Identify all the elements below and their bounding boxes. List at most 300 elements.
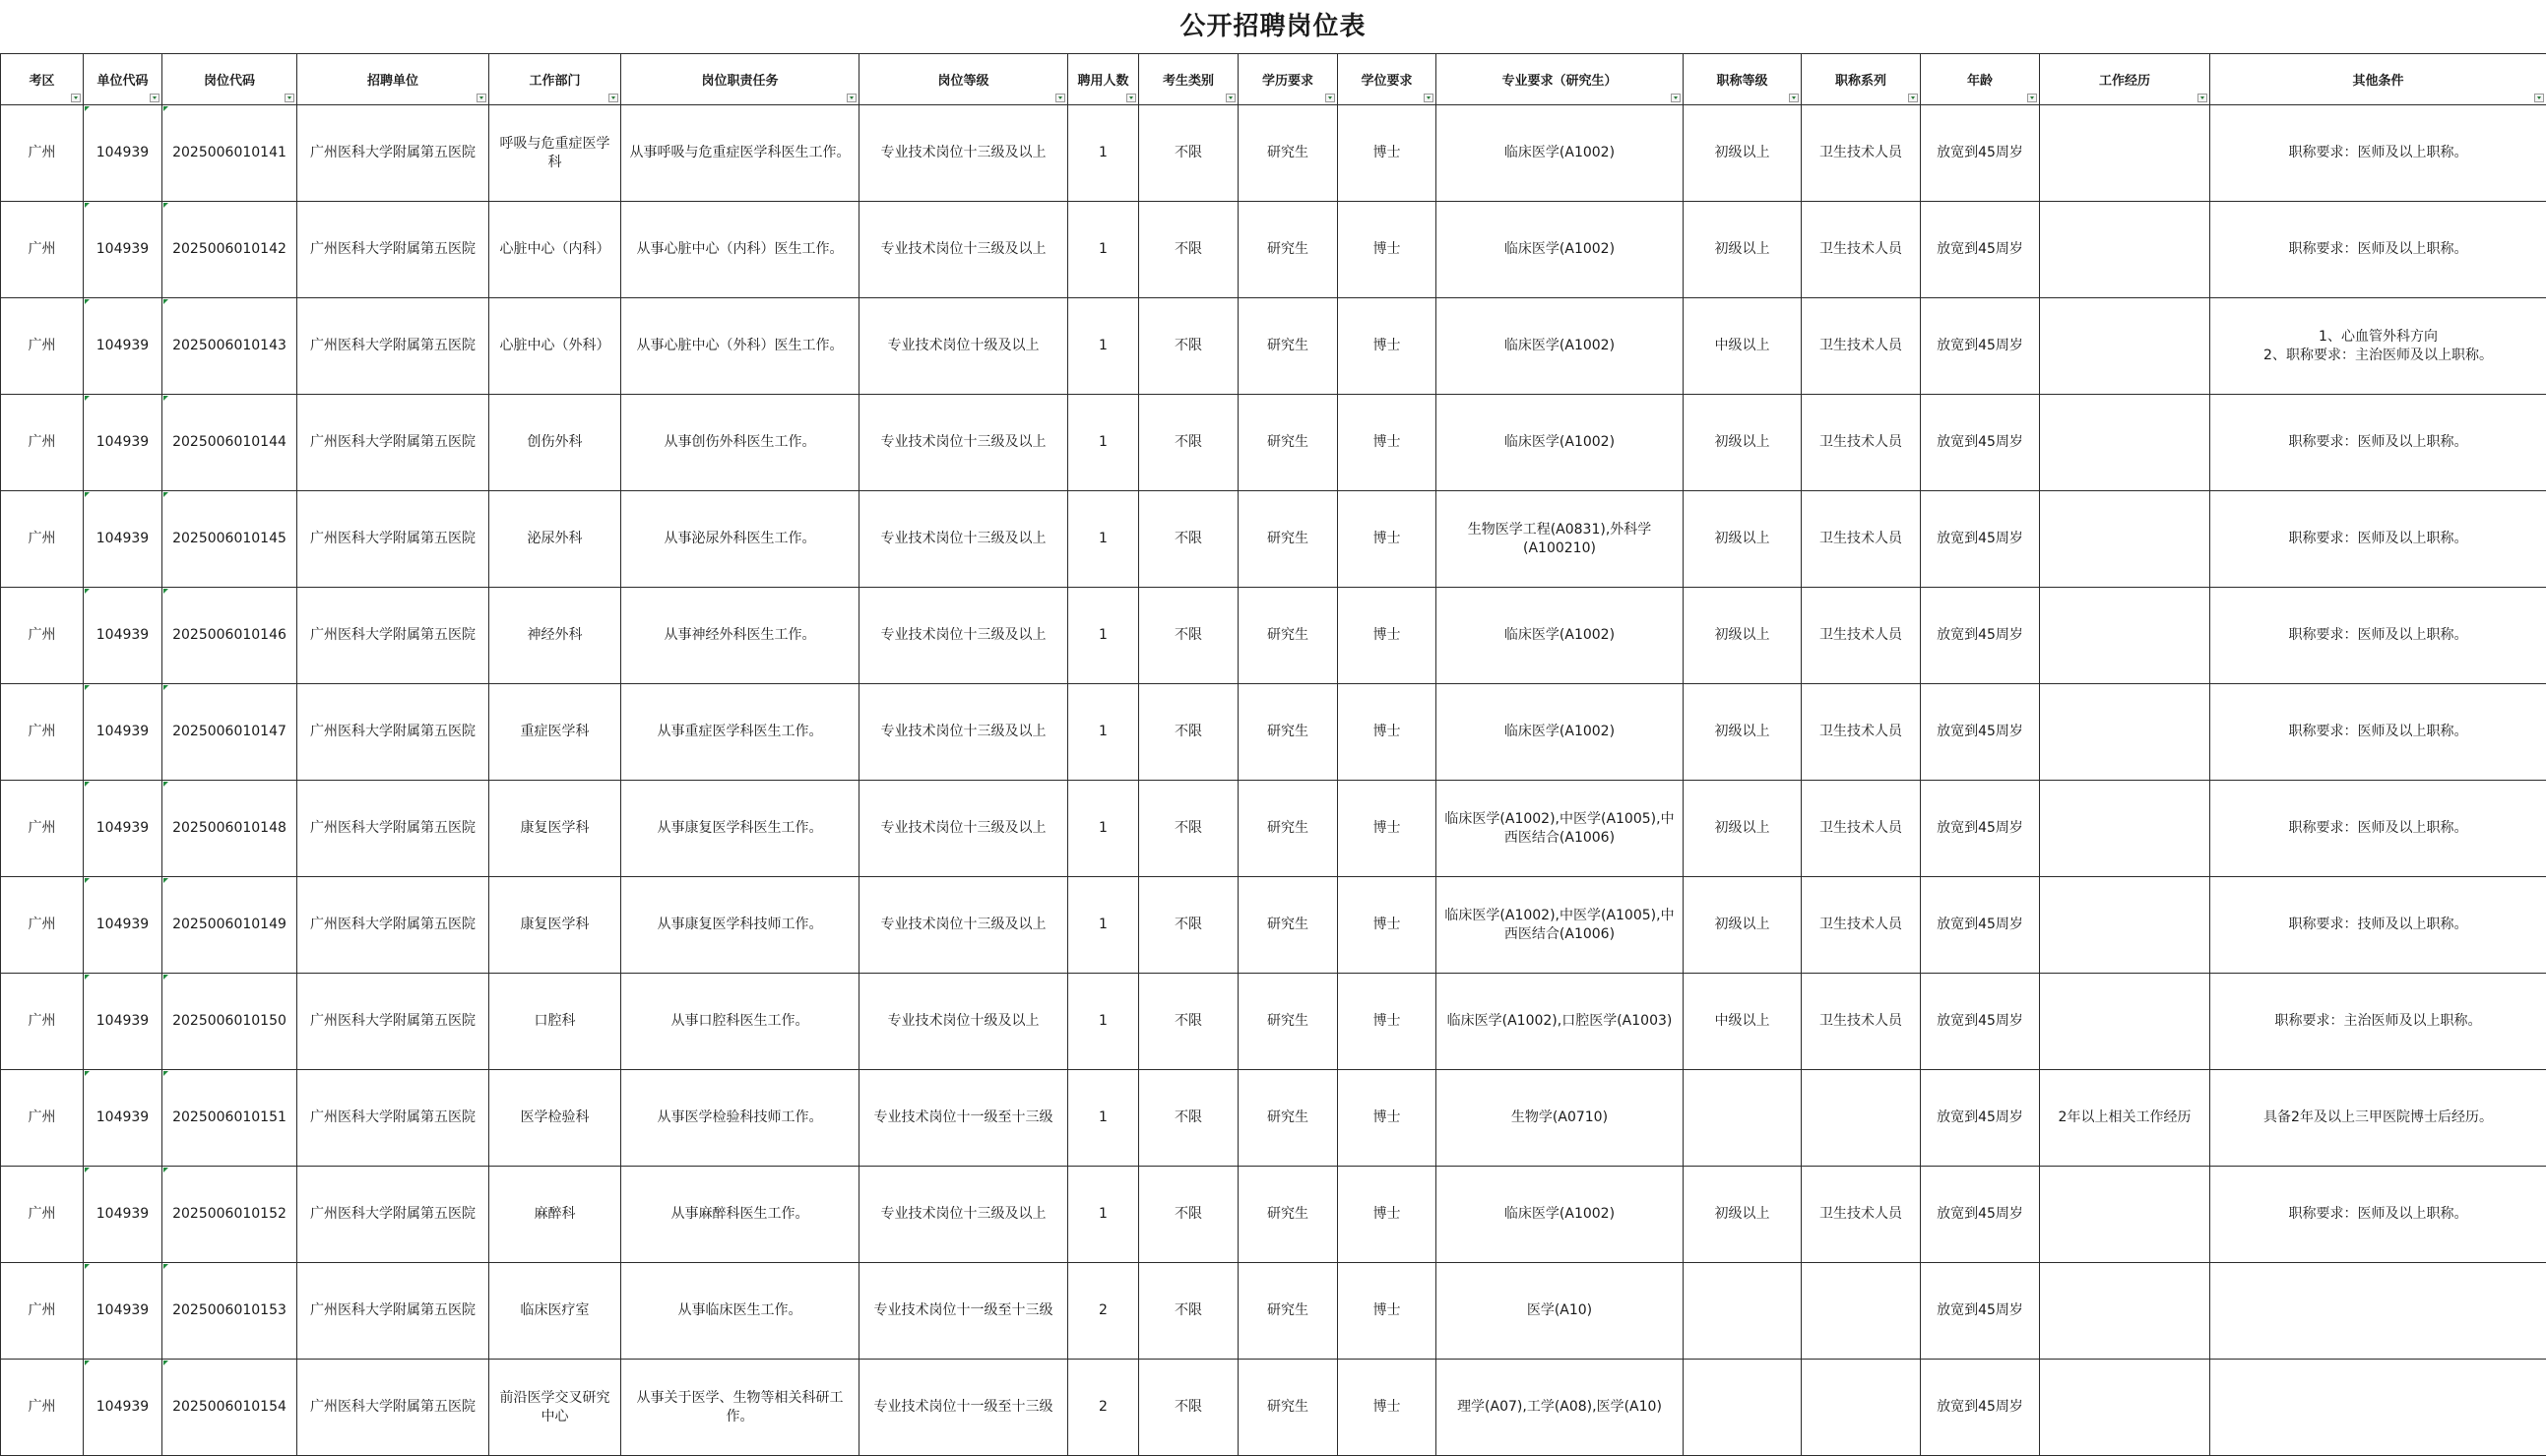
filter-dropdown-icon[interactable] [1325,94,1335,102]
cell-degree[interactable]: 博士 [1338,298,1436,395]
cell-degree[interactable]: 博士 [1338,781,1436,877]
cell-headcount[interactable]: 1 [1068,105,1139,202]
cell-education[interactable]: 研究生 [1239,202,1338,298]
cell-unit-code[interactable]: 104939 [84,298,162,395]
cell-age[interactable]: 放宽到45周岁 [1921,491,2040,588]
cell-district[interactable]: 广州 [1,588,84,684]
number-as-text-indicator [85,975,90,980]
cell-title-level[interactable]: 中级以上 [1684,974,1802,1070]
cell-position-code[interactable]: 2025006010154 [162,1360,297,1456]
cell-unit-code[interactable]: 104939 [84,202,162,298]
column-header-label: 职称系列 [1834,74,1886,89]
cell-candidate-type[interactable]: 不限 [1139,974,1239,1070]
cell-work-experience[interactable] [2040,588,2210,684]
number-as-text-indicator [85,299,90,304]
cell-major[interactable]: 临床医学(A1002) [1436,298,1684,395]
cell-headcount[interactable]: 1 [1068,395,1139,491]
cell-duties[interactable]: 从事重症医学科医生工作。 [621,684,859,781]
cell-department[interactable]: 心脏中心（外科） [489,298,621,395]
cell-position-code[interactable]: 2025006010146 [162,588,297,684]
cell-unit-code[interactable]: 104939 [84,588,162,684]
cell-age[interactable]: 放宽到45周岁 [1921,1070,2040,1167]
number-as-text-indicator [85,1071,90,1076]
cell-other-conditions[interactable]: 职称要求：主治医师及以上职称。 [2210,974,2546,1070]
number-as-text-indicator [163,492,168,497]
column-header-title-level [1684,54,1802,105]
cell-candidate-type[interactable]: 不限 [1139,491,1239,588]
cell-work-experience[interactable] [2040,1360,2210,1456]
cell-duties[interactable]: 从事神经外科医生工作。 [621,588,859,684]
cell-title-level[interactable]: 中级以上 [1684,298,1802,395]
cell-education[interactable]: 研究生 [1239,974,1338,1070]
cell-candidate-type[interactable]: 不限 [1139,395,1239,491]
cell-department[interactable]: 康复医学科 [489,781,621,877]
cell-education[interactable]: 研究生 [1239,781,1338,877]
cell-unit-code[interactable]: 104939 [84,781,162,877]
cell-education[interactable]: 研究生 [1239,877,1338,974]
cell-candidate-type[interactable]: 不限 [1139,1167,1239,1263]
filter-dropdown-icon[interactable] [1424,94,1433,102]
cell-title-level[interactable] [1684,1263,1802,1360]
cell-headcount[interactable]: 2 [1068,1360,1139,1456]
table-row [1,684,2546,781]
filter-dropdown-icon[interactable] [608,94,618,102]
cell-other-conditions[interactable] [2210,1360,2546,1456]
cell-employer[interactable]: 广州医科大学附属第五医院 [297,781,489,877]
filter-dropdown-icon[interactable] [2197,94,2207,102]
cell-employer[interactable]: 广州医科大学附属第五医院 [297,684,489,781]
cell-title-level[interactable]: 初级以上 [1684,684,1802,781]
cell-age[interactable]: 放宽到45周岁 [1921,588,2040,684]
cell-title-series[interactable] [1802,1070,1921,1167]
cell-headcount[interactable]: 1 [1068,1167,1139,1263]
cell-headcount[interactable]: 1 [1068,588,1139,684]
cell-district[interactable]: 广州 [1,781,84,877]
cell-department[interactable]: 重症医学科 [489,684,621,781]
cell-age[interactable]: 放宽到45周岁 [1921,684,2040,781]
cell-title-level[interactable]: 初级以上 [1684,877,1802,974]
column-header-label: 岗位等级 [937,74,989,89]
cell-position-code[interactable]: 2025006010141 [162,105,297,202]
cell-degree[interactable]: 博士 [1338,1263,1436,1360]
cell-age[interactable]: 放宽到45周岁 [1921,974,2040,1070]
cell-age[interactable]: 放宽到45周岁 [1921,781,2040,877]
cell-district[interactable]: 广州 [1,202,84,298]
column-header-title-series [1802,54,1921,105]
cell-position-level[interactable]: 专业技术岗位十三级及以上 [859,877,1068,974]
cell-duties[interactable]: 从事临床医生工作。 [621,1263,859,1360]
cell-major[interactable]: 临床医学(A1002) [1436,588,1684,684]
cell-title-series[interactable]: 卫生技术人员 [1802,877,1921,974]
column-header-position-level [859,54,1068,105]
cell-position-level[interactable]: 专业技术岗位十三级及以上 [859,491,1068,588]
cell-department[interactable]: 创伤外科 [489,395,621,491]
cell-headcount[interactable]: 1 [1068,202,1139,298]
cell-unit-code[interactable]: 104939 [84,1167,162,1263]
cell-headcount[interactable]: 1 [1068,491,1139,588]
cell-duties[interactable]: 从事心脏中心（外科）医生工作。 [621,298,859,395]
cell-degree[interactable]: 博士 [1338,491,1436,588]
filter-dropdown-icon[interactable] [477,94,486,102]
cell-district[interactable]: 广州 [1,974,84,1070]
cell-education[interactable]: 研究生 [1239,1070,1338,1167]
cell-headcount[interactable]: 1 [1068,974,1139,1070]
cell-duties[interactable]: 从事麻醉科医生工作。 [621,1167,859,1263]
cell-other-conditions[interactable]: 职称要求：医师及以上职称。 [2210,105,2546,202]
cell-major[interactable]: 临床医学(A1002) [1436,684,1684,781]
cell-position-level[interactable]: 专业技术岗位十三级及以上 [859,781,1068,877]
cell-title-series[interactable]: 卫生技术人员 [1802,684,1921,781]
cell-title-level[interactable] [1684,1070,1802,1167]
column-header-headcount [1068,54,1139,105]
cell-degree[interactable]: 博士 [1338,1070,1436,1167]
cell-degree[interactable]: 博士 [1338,395,1436,491]
cell-position-code[interactable]: 2025006010153 [162,1263,297,1360]
table-row [1,298,2546,395]
cell-title-level[interactable]: 初级以上 [1684,1167,1802,1263]
cell-employer[interactable]: 广州医科大学附属第五医院 [297,974,489,1070]
cell-position-level[interactable]: 专业技术岗位十三级及以上 [859,1167,1068,1263]
cell-employer[interactable]: 广州医科大学附属第五医院 [297,395,489,491]
cell-major[interactable]: 临床医学(A1002) [1436,395,1684,491]
cell-candidate-type[interactable]: 不限 [1139,1360,1239,1456]
cell-title-level[interactable]: 初级以上 [1684,781,1802,877]
cell-major[interactable]: 生物学(A0710) [1436,1070,1684,1167]
cell-work-experience[interactable] [2040,202,2210,298]
cell-district[interactable]: 广州 [1,1070,84,1167]
cell-work-experience[interactable] [2040,781,2210,877]
column-header-degree [1338,54,1436,105]
column-header-label: 职称等级 [1716,74,1768,89]
cell-employer[interactable]: 广州医科大学附属第五医院 [297,1070,489,1167]
column-header-education [1239,54,1338,105]
cell-unit-code[interactable]: 104939 [84,491,162,588]
cell-candidate-type[interactable]: 不限 [1139,105,1239,202]
column-header-district [1,54,84,105]
filter-dropdown-icon[interactable] [71,94,81,102]
number-as-text-indicator [85,203,90,208]
cell-department[interactable]: 泌尿外科 [489,491,621,588]
number-as-text-indicator [163,589,168,594]
cell-age[interactable]: 放宽到45周岁 [1921,105,2040,202]
cell-work-experience[interactable] [2040,491,2210,588]
column-header-unit-code [84,54,162,105]
cell-title-series[interactable]: 卫生技术人员 [1802,298,1921,395]
cell-title-series[interactable]: 卫生技术人员 [1802,105,1921,202]
cell-education[interactable]: 研究生 [1239,1263,1338,1360]
cell-title-series[interactable] [1802,1360,1921,1456]
cell-degree[interactable]: 博士 [1338,877,1436,974]
cell-work-experience[interactable] [2040,298,2210,395]
cell-candidate-type[interactable]: 不限 [1139,1263,1239,1360]
cell-education[interactable]: 研究生 [1239,684,1338,781]
number-as-text-indicator [85,1264,90,1269]
filter-dropdown-icon[interactable] [1226,94,1236,102]
cell-duties[interactable]: 从事康复医学科医生工作。 [621,781,859,877]
cell-title-level[interactable] [1684,1360,1802,1456]
cell-unit-code[interactable]: 104939 [84,395,162,491]
cell-position-code[interactable]: 2025006010147 [162,684,297,781]
cell-position-level[interactable]: 专业技术岗位十一级至十三级 [859,1070,1068,1167]
column-header-label: 考生类别 [1162,74,1214,89]
cell-degree[interactable]: 博士 [1338,1167,1436,1263]
cell-district[interactable]: 广州 [1,105,84,202]
cell-title-series[interactable]: 卫生技术人员 [1802,491,1921,588]
cell-employer[interactable]: 广州医科大学附属第五医院 [297,1360,489,1456]
filter-dropdown-icon[interactable] [1789,94,1799,102]
cell-position-level[interactable]: 专业技术岗位十三级及以上 [859,588,1068,684]
cell-duties[interactable]: 从事口腔科医生工作。 [621,974,859,1070]
cell-district[interactable]: 广州 [1,298,84,395]
cell-department[interactable]: 口腔科 [489,974,621,1070]
cell-position-level[interactable]: 专业技术岗位十三级及以上 [859,684,1068,781]
cell-other-conditions[interactable]: 职称要求：医师及以上职称。 [2210,684,2546,781]
cell-department[interactable]: 前沿医学交叉研究中心 [489,1360,621,1456]
cell-headcount[interactable]: 1 [1068,781,1139,877]
cell-employer[interactable]: 广州医科大学附属第五医院 [297,1263,489,1360]
column-header-label: 工作部门 [529,74,581,89]
cell-degree[interactable]: 博士 [1338,1360,1436,1456]
cell-department[interactable]: 临床医疗室 [489,1263,621,1360]
cell-title-series[interactable]: 卫生技术人员 [1802,395,1921,491]
cell-title-series[interactable]: 卫生技术人员 [1802,202,1921,298]
cell-education[interactable]: 研究生 [1239,395,1338,491]
cell-position-code[interactable]: 2025006010145 [162,491,297,588]
cell-work-experience[interactable] [2040,877,2210,974]
cell-headcount[interactable]: 2 [1068,1263,1139,1360]
cell-work-experience[interactable] [2040,1167,2210,1263]
cell-other-conditions[interactable]: 职称要求：医师及以上职称。 [2210,202,2546,298]
cell-other-conditions[interactable]: 职称要求：医师及以上职称。 [2210,1167,2546,1263]
cell-employer[interactable]: 广州医科大学附属第五医院 [297,491,489,588]
column-header-major [1436,54,1684,105]
cell-major[interactable]: 理学(A07),工学(A08),医学(A10) [1436,1360,1684,1456]
table-row [1,395,2546,491]
cell-major[interactable]: 临床医学(A1002),中医学(A1005),中西医结合(A1006) [1436,877,1684,974]
number-as-text-indicator [85,589,90,594]
cell-duties[interactable]: 从事泌尿外科医生工作。 [621,491,859,588]
cell-candidate-type[interactable]: 不限 [1139,298,1239,395]
cell-position-code[interactable]: 2025006010149 [162,877,297,974]
cell-age[interactable]: 放宽到45周岁 [1921,202,2040,298]
cell-headcount[interactable]: 1 [1068,684,1139,781]
cell-major[interactable]: 临床医学(A1002),口腔医学(A1003) [1436,974,1684,1070]
cell-title-series[interactable]: 卫生技术人员 [1802,781,1921,877]
cell-age[interactable]: 放宽到45周岁 [1921,1167,2040,1263]
cell-position-code[interactable]: 2025006010151 [162,1070,297,1167]
cell-age[interactable]: 放宽到45周岁 [1921,395,2040,491]
cell-title-level[interactable]: 初级以上 [1684,588,1802,684]
cell-department[interactable]: 麻醉科 [489,1167,621,1263]
column-header-position-code [162,54,297,105]
cell-position-code[interactable]: 2025006010143 [162,298,297,395]
cell-degree[interactable]: 博士 [1338,588,1436,684]
cell-title-series[interactable]: 卫生技术人员 [1802,588,1921,684]
cell-department[interactable]: 呼吸与危重症医学科 [489,105,621,202]
cell-degree[interactable]: 博士 [1338,684,1436,781]
cell-position-code[interactable]: 2025006010144 [162,395,297,491]
cell-unit-code[interactable]: 104939 [84,1263,162,1360]
cell-work-experience[interactable]: 2年以上相关工作经历 [2040,1070,2210,1167]
cell-other-conditions[interactable]: 具备2年及以上三甲医院博士后经历。 [2210,1070,2546,1167]
cell-position-level[interactable]: 专业技术岗位十级及以上 [859,298,1068,395]
cell-district[interactable]: 广州 [1,491,84,588]
cell-position-level[interactable]: 专业技术岗位十一级至十三级 [859,1263,1068,1360]
cell-position-code[interactable]: 2025006010150 [162,974,297,1070]
cell-candidate-type[interactable]: 不限 [1139,684,1239,781]
cell-candidate-type[interactable]: 不限 [1139,781,1239,877]
cell-district[interactable]: 广州 [1,1360,84,1456]
cell-other-conditions[interactable]: 职称要求：医师及以上职称。 [2210,491,2546,588]
column-header-label: 岗位代码 [203,74,255,89]
cell-title-series[interactable]: 卫生技术人员 [1802,1167,1921,1263]
cell-age[interactable]: 放宽到45周岁 [1921,877,2040,974]
cell-employer[interactable]: 广州医科大学附属第五医院 [297,105,489,202]
cell-department[interactable]: 医学检验科 [489,1070,621,1167]
cell-employer[interactable]: 广州医科大学附属第五医院 [297,298,489,395]
cell-department[interactable]: 康复医学科 [489,877,621,974]
filter-dropdown-icon[interactable] [2534,94,2544,102]
cell-district[interactable]: 广州 [1,684,84,781]
cell-education[interactable]: 研究生 [1239,1167,1338,1263]
cell-district[interactable]: 广州 [1,1167,84,1263]
cell-position-code[interactable]: 2025006010148 [162,781,297,877]
filter-dropdown-icon[interactable] [1126,94,1136,102]
cell-other-conditions[interactable]: 职称要求：医师及以上职称。 [2210,588,2546,684]
column-header-label: 单位代码 [96,74,149,89]
column-header-label: 学位要求 [1361,74,1413,89]
cell-headcount[interactable]: 1 [1068,1070,1139,1167]
cell-major[interactable]: 生物医学工程(A0831),外科学(A100210) [1436,491,1684,588]
cell-duties[interactable]: 从事关于医学、生物等相关科研工作。 [621,1360,859,1456]
cell-major[interactable]: 临床医学(A1002),中医学(A1005),中西医结合(A1006) [1436,781,1684,877]
cell-education[interactable]: 研究生 [1239,491,1338,588]
cell-unit-code[interactable]: 104939 [84,105,162,202]
table-row [1,1070,2546,1167]
cell-headcount[interactable]: 1 [1068,298,1139,395]
cell-position-code[interactable]: 2025006010152 [162,1167,297,1263]
table-row [1,877,2546,974]
cell-candidate-type[interactable]: 不限 [1139,1070,1239,1167]
cell-duties[interactable]: 从事呼吸与危重症医学科医生工作。 [621,105,859,202]
cell-degree[interactable]: 博士 [1338,202,1436,298]
cell-other-conditions[interactable]: 职称要求：医师及以上职称。 [2210,781,2546,877]
cell-education[interactable]: 研究生 [1239,105,1338,202]
cell-title-level[interactable]: 初级以上 [1684,395,1802,491]
filter-dropdown-icon[interactable] [847,94,857,102]
cell-employer[interactable]: 广州医科大学附属第五医院 [297,877,489,974]
cell-district[interactable]: 广州 [1,395,84,491]
cell-age[interactable]: 放宽到45周岁 [1921,1360,2040,1456]
column-header-label: 工作经历 [2098,74,2150,89]
number-as-text-indicator [163,1264,168,1269]
filter-dropdown-icon[interactable] [1908,94,1918,102]
cell-position-level[interactable]: 专业技术岗位十三级及以上 [859,395,1068,491]
cell-district[interactable]: 广州 [1,877,84,974]
cell-education[interactable]: 研究生 [1239,588,1338,684]
cell-title-series[interactable]: 卫生技术人员 [1802,974,1921,1070]
cell-unit-code[interactable]: 104939 [84,1360,162,1456]
cell-position-level[interactable]: 专业技术岗位十三级及以上 [859,105,1068,202]
cell-headcount[interactable]: 1 [1068,877,1139,974]
cell-education[interactable]: 研究生 [1239,1360,1338,1456]
cell-employer[interactable]: 广州医科大学附属第五医院 [297,588,489,684]
filter-dropdown-icon[interactable] [150,94,159,102]
cell-candidate-type[interactable]: 不限 [1139,588,1239,684]
cell-employer[interactable]: 广州医科大学附属第五医院 [297,1167,489,1263]
cell-age[interactable]: 放宽到45周岁 [1921,298,2040,395]
cell-title-level[interactable]: 初级以上 [1684,202,1802,298]
positions-table [0,53,2546,1456]
cell-major[interactable]: 临床医学(A1002) [1436,1167,1684,1263]
filter-dropdown-icon[interactable] [1671,94,1681,102]
cell-district[interactable]: 广州 [1,1263,84,1360]
cell-other-conditions[interactable] [2210,1263,2546,1360]
cell-duties[interactable]: 从事心脏中心（内科）医生工作。 [621,202,859,298]
cell-major[interactable]: 临床医学(A1002) [1436,105,1684,202]
cell-candidate-type[interactable]: 不限 [1139,877,1239,974]
cell-unit-code[interactable]: 104939 [84,1070,162,1167]
column-header-candidate-type [1139,54,1239,105]
table-row [1,491,2546,588]
number-as-text-indicator [163,1168,168,1172]
cell-unit-code[interactable]: 104939 [84,877,162,974]
cell-position-code[interactable]: 2025006010142 [162,202,297,298]
cell-other-conditions[interactable]: 职称要求：医师及以上职称。 [2210,395,2546,491]
number-as-text-indicator [85,396,90,401]
cell-title-series[interactable] [1802,1263,1921,1360]
number-as-text-indicator [85,492,90,497]
cell-department[interactable]: 心脏中心（内科） [489,202,621,298]
cell-title-level[interactable]: 初级以上 [1684,105,1802,202]
cell-other-conditions[interactable]: 职称要求：技师及以上职称。 [2210,877,2546,974]
cell-title-level[interactable]: 初级以上 [1684,491,1802,588]
column-header-label: 聘用人数 [1077,74,1129,89]
cell-age[interactable]: 放宽到45周岁 [1921,1263,2040,1360]
cell-department[interactable]: 神经外科 [489,588,621,684]
cell-work-experience[interactable] [2040,395,2210,491]
filter-dropdown-icon[interactable] [1055,94,1065,102]
cell-unit-code[interactable]: 104939 [84,974,162,1070]
table-body [1,105,2546,1456]
cell-candidate-type[interactable]: 不限 [1139,202,1239,298]
cell-duties[interactable]: 从事康复医学科技师工作。 [621,877,859,974]
cell-education[interactable]: 研究生 [1239,298,1338,395]
table-row [1,781,2546,877]
cell-work-experience[interactable] [2040,105,2210,202]
cell-major[interactable]: 临床医学(A1002) [1436,202,1684,298]
cell-work-experience[interactable] [2040,684,2210,781]
cell-employer[interactable]: 广州医科大学附属第五医院 [297,202,489,298]
cell-position-level[interactable]: 专业技术岗位十一级至十三级 [859,1360,1068,1456]
cell-work-experience[interactable] [2040,974,2210,1070]
filter-dropdown-icon[interactable] [285,94,294,102]
cell-degree[interactable]: 博士 [1338,974,1436,1070]
number-as-text-indicator [163,106,168,111]
filter-dropdown-icon[interactable] [2027,94,2037,102]
cell-unit-code[interactable]: 104939 [84,684,162,781]
cell-position-level[interactable]: 专业技术岗位十三级及以上 [859,202,1068,298]
column-header-label: 考区 [29,74,55,89]
cell-position-level[interactable]: 专业技术岗位十级及以上 [859,974,1068,1070]
cell-degree[interactable]: 博士 [1338,105,1436,202]
cell-duties[interactable]: 从事医学检验科技师工作。 [621,1070,859,1167]
cell-work-experience[interactable] [2040,1263,2210,1360]
cell-duties[interactable]: 从事创伤外科医生工作。 [621,395,859,491]
number-as-text-indicator [163,975,168,980]
cell-other-conditions[interactable]: 1、心血管外科方向 2、职称要求：主治医师及以上职称。 [2210,298,2546,395]
cell-major[interactable]: 医学(A10) [1436,1263,1684,1360]
